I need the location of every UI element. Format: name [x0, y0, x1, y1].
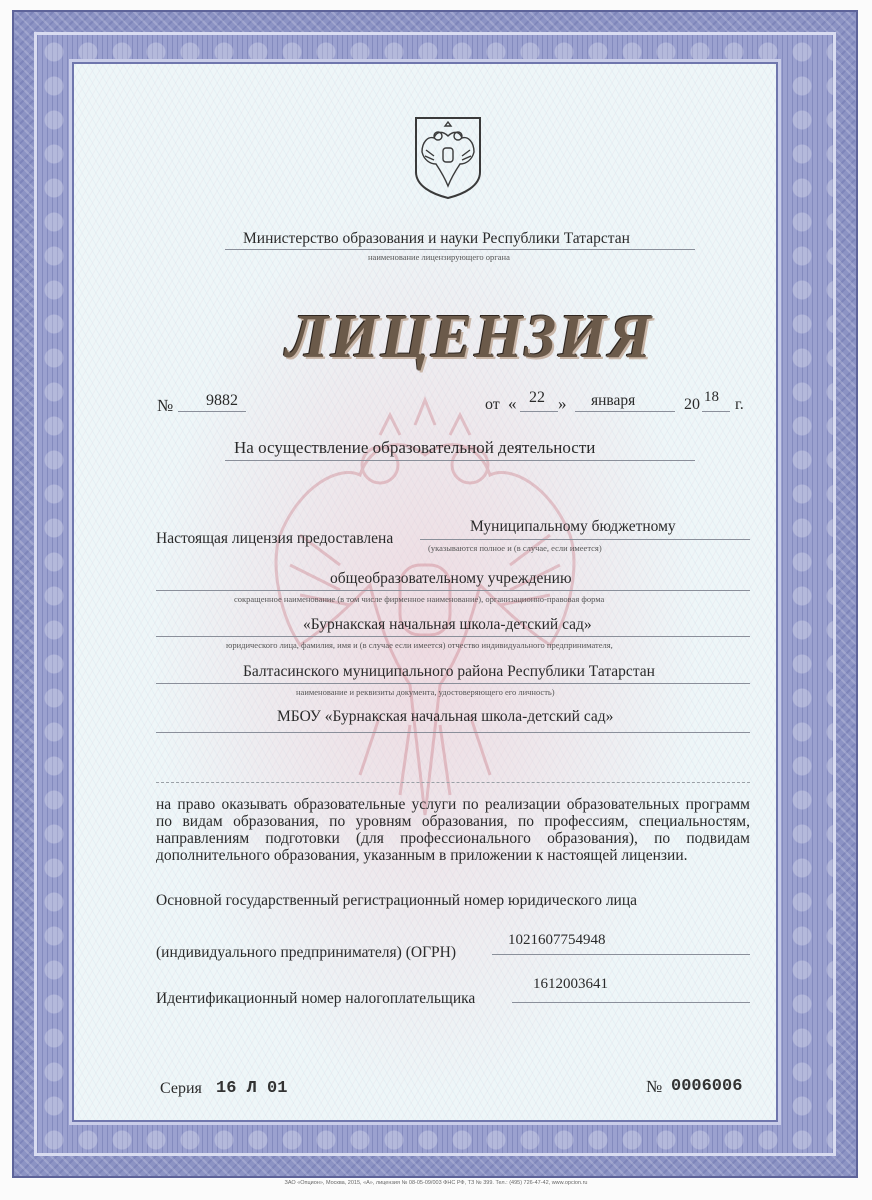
inn-label: Идентификационный номер налогоплательщика: [156, 990, 476, 1007]
granted-line-5: МБОУ «Бурнакская начальная школа-детский сад»: [277, 708, 614, 725]
license-month-underline: [575, 411, 675, 412]
granted-line-3: «Бурнакская начальная школа-детский сад»: [303, 616, 592, 633]
empty-line-underline: [156, 782, 750, 783]
license-day-underline: [520, 411, 558, 412]
granted-line-4: Балтасинского муниципального района Республики Татарстан: [243, 663, 655, 680]
license-day: 22: [529, 389, 545, 406]
license-date-quote-open: «: [508, 394, 517, 413]
licensing-body-name: Министерство образования и науки Республики Татарстан: [243, 230, 630, 247]
license-number-label: №: [157, 396, 174, 415]
ogrn-label-2: (индивидуального предпринимателя) (ОГРН): [156, 944, 457, 961]
granted-line-1: Муниципальному бюджетному: [470, 518, 676, 535]
inn-underline: [512, 1002, 750, 1003]
activity-underline: [225, 460, 695, 461]
license-year-underline: [702, 411, 730, 412]
license-date-quote-close: »: [558, 394, 567, 413]
license-year-prefix: 20: [684, 396, 700, 413]
licensing-body-underline: [225, 249, 695, 250]
inn-value: 1612003641: [533, 976, 608, 992]
granted-caption-4: наименование и реквизиты документа, удостоверяющего его личность): [296, 687, 555, 697]
licensing-body-caption: наименование лицензирующего органа: [368, 252, 510, 262]
granted-line-5-underline: [156, 732, 750, 733]
license-number-underline: [178, 411, 246, 412]
rights-text: на право оказывать образовательные услуги по реализации образовательных программ по видам образования, по уровням образования, по профессиям, специальностям, направлениям подготовки (для профессионального образования), по подвидам дополнительного образования, указанным в приложении к настоящей лицензии.: [156, 796, 750, 864]
blank-number-value: 0006006: [671, 1077, 743, 1096]
russian-coat-of-arms-icon: [412, 114, 484, 200]
license-month: января: [591, 392, 636, 409]
printer-note: ЗАО «Опцион», Москва, 2015, «А», лицензия № 08-05-09/003 ФНС РФ, ТЗ № 399. Тел.: (495) 726-47-42, www.opcion.ru: [284, 1180, 588, 1186]
activity-type: На осуществление образовательной деятельности: [234, 438, 596, 457]
ogrn-label-1: Основной государственный регистрационный номер юридического лица: [156, 892, 638, 909]
granted-label: Настоящая лицензия предоставлена: [156, 530, 394, 547]
granted-line-2: общеобразовательному учреждению: [330, 570, 572, 587]
document-title: ЛИЦЕНЗИЯ: [286, 303, 654, 371]
granted-line-1-underline: [420, 539, 750, 540]
blank-number-label: №: [646, 1077, 663, 1096]
granted-line-3-underline: [156, 636, 750, 637]
series-value: 16 Л 01: [216, 1079, 288, 1098]
license-number: 9882: [206, 392, 238, 409]
series-label: Серия: [160, 1080, 202, 1097]
granted-line-4-underline: [156, 683, 750, 684]
license-year-unit: г.: [735, 396, 744, 413]
granted-caption-3: юридического лица, фамилия, имя и (в случае если имеется) отчество индивидуального предпринимателя,: [226, 640, 613, 650]
granted-caption-1: (указываются полное и (в случае, если имеется): [428, 543, 602, 553]
granted-caption-2: сокращенное наименование (в том числе фирменное наименование), организационно-правовая форма: [234, 594, 605, 604]
license-year-suffix: 18: [704, 389, 719, 405]
license-date-prefix: от: [485, 396, 500, 413]
granted-line-2-underline: [156, 590, 750, 591]
ogrn-value: 1021607754948: [508, 932, 606, 948]
ogrn-underline: [492, 954, 750, 955]
